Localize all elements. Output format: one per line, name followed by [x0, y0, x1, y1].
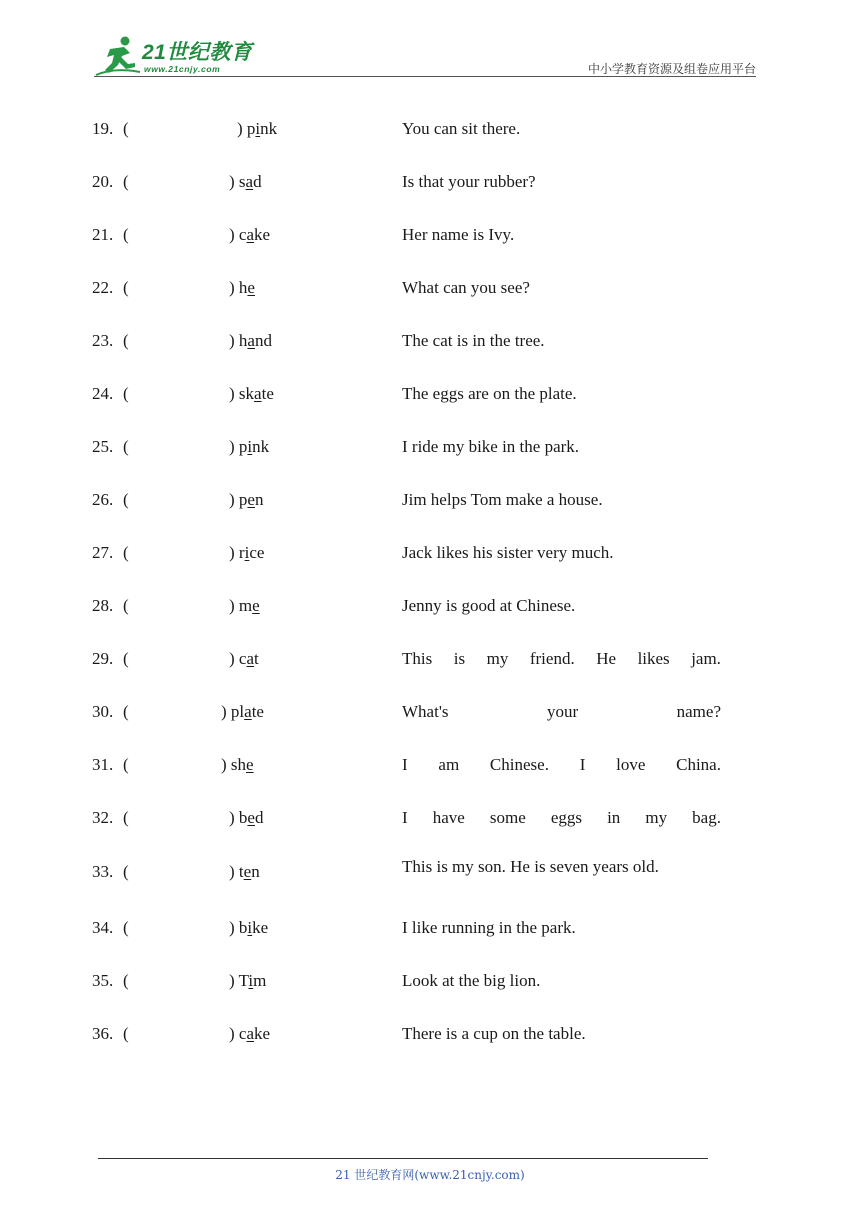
word-prefix: c: [238, 649, 247, 668]
answer-blank-close: ): [229, 384, 235, 403]
sentence: [402, 755, 721, 775]
answer-blank-open: (: [123, 808, 129, 827]
target-word: [229, 543, 264, 563]
header-platform-text: 中小学教育资源及组卷应用平台: [587, 62, 756, 76]
exercise-row: [0, 331, 860, 361]
exercise-row: [0, 384, 860, 414]
word-prefix: p: [246, 119, 256, 138]
answer-blank-close: ): [229, 918, 235, 937]
exercise-row: [0, 971, 860, 1001]
word-suffix: ke: [254, 1024, 271, 1043]
word-suffix: ke: [254, 225, 271, 244]
underlined-letter: i: [248, 971, 254, 990]
sentence: Is that your rubber?: [402, 172, 536, 191]
question-number: 30.: [92, 702, 114, 721]
word-prefix: pl: [230, 702, 245, 721]
word-suffix: nk: [252, 437, 270, 456]
footer-divider: [98, 1158, 708, 1159]
sentence: I like running in the park.: [402, 918, 576, 937]
word-prefix: c: [238, 225, 247, 244]
sentence: This is my son. He is seven years old.: [402, 857, 659, 876]
sentence: The eggs are on the plate.: [402, 384, 577, 403]
answer-blank-open: (: [123, 384, 129, 403]
sentence-word: I: [579, 755, 586, 774]
answer-blank-close: ): [229, 862, 235, 881]
sentence: There is a cup on the table.: [402, 1024, 586, 1043]
answer-blank-open: (: [123, 490, 129, 509]
target-word: [229, 1024, 270, 1044]
word-prefix: p: [238, 437, 248, 456]
answer-blank-close: ): [229, 490, 235, 509]
sentence-word: love: [616, 755, 646, 774]
word-prefix: c: [238, 1024, 247, 1043]
underlined-letter: e: [246, 755, 254, 774]
exercise-row: [0, 543, 860, 573]
sentence-word: likes: [637, 649, 670, 668]
sentence-word: my: [486, 649, 509, 668]
exercise-row: [0, 1024, 860, 1054]
word-suffix: n: [254, 490, 264, 509]
answer-blank-close: ): [229, 278, 235, 297]
word-prefix: sh: [230, 755, 247, 774]
word-prefix: sk: [238, 384, 255, 403]
target-word: [229, 278, 255, 298]
underlined-letter: i: [244, 543, 250, 562]
sentence-word: This: [402, 649, 433, 668]
header-divider: [94, 76, 756, 77]
target-word: [229, 331, 272, 351]
sentence: Her name is Ivy.: [402, 225, 515, 244]
sentence-word: He: [596, 649, 617, 668]
answer-blank-close: ): [229, 172, 235, 191]
word-prefix: t: [238, 862, 244, 881]
exercise-row: [0, 225, 860, 255]
word-prefix: T: [238, 971, 249, 990]
word-suffix: t: [254, 649, 259, 668]
sentence-word: am: [438, 755, 460, 774]
sentence-word: eggs: [550, 808, 583, 827]
answer-blank-close: ): [229, 1024, 235, 1043]
question-number: 36.: [92, 1024, 114, 1043]
underlined-letter: e: [243, 862, 252, 881]
exercise-row: [0, 702, 860, 732]
answer-blank-close: ): [229, 543, 235, 562]
sentence-word: I: [402, 808, 408, 827]
underlined-letter: i: [247, 918, 253, 937]
underlined-letter: a: [246, 1024, 255, 1043]
answer-blank-open: (: [123, 971, 129, 990]
underlined-letter: e: [247, 808, 255, 827]
sentence: You can sit there.: [402, 119, 521, 138]
word-suffix: d: [254, 808, 264, 827]
site-logo: [94, 34, 264, 78]
answer-blank-close: ): [221, 755, 227, 774]
exercise-row: [0, 755, 860, 785]
question-number: 27.: [92, 543, 114, 562]
word-prefix: r: [238, 543, 245, 562]
word-prefix: h: [238, 278, 248, 297]
logo-text: 21世纪教育: [142, 41, 253, 64]
question-number: 21.: [92, 225, 114, 244]
sentence: Jenny is good at Chinese.: [402, 596, 576, 615]
answer-blank-close: ): [237, 119, 243, 138]
underlined-letter: e: [247, 490, 255, 509]
sentence-word: bag.: [692, 808, 721, 827]
answer-blank-close: ): [229, 596, 235, 615]
word-suffix: ke: [252, 918, 269, 937]
target-word: [229, 437, 269, 457]
question-number: 32.: [92, 808, 114, 827]
sentence-word: I: [402, 755, 408, 774]
answer-blank-open: (: [123, 649, 129, 668]
answer-blank-open: (: [123, 331, 129, 350]
target-word: [229, 971, 266, 991]
underlined-letter: e: [247, 278, 255, 297]
underlined-letter: a: [246, 225, 255, 244]
answer-blank-close: ): [229, 808, 235, 827]
answer-blank-open: (: [123, 596, 129, 615]
underlined-letter: a: [246, 649, 255, 668]
sentence: [402, 649, 721, 669]
target-word: [229, 596, 260, 616]
exercise-row: [0, 172, 860, 202]
sentence-word: is: [453, 649, 466, 668]
footer-text: 21 世纪教育网(www.21cnjy.com): [335, 1168, 525, 1182]
question-number: 23.: [92, 331, 114, 350]
underlined-letter: i: [255, 119, 261, 138]
sentence: [402, 702, 721, 722]
sentence-word: jam.: [691, 649, 721, 668]
exercise-row: [0, 918, 860, 948]
question-number: 24.: [92, 384, 114, 403]
target-word: [229, 918, 268, 938]
sentence-word: some: [489, 808, 526, 827]
answer-blank-open: (: [123, 278, 129, 297]
answer-blank-close: ): [229, 649, 235, 668]
exercise-row: [0, 437, 860, 467]
sentence: Jim helps Tom make a house.: [402, 490, 603, 509]
question-number: 19.: [92, 119, 114, 138]
answer-blank-open: (: [123, 172, 129, 191]
sentence: The cat is in the tree.: [402, 331, 545, 350]
word-prefix: p: [238, 490, 248, 509]
question-number: 31.: [92, 755, 114, 774]
word-suffix: n: [251, 862, 260, 881]
target-word: [221, 755, 254, 775]
sentence: Look at the big lion.: [402, 971, 541, 990]
answer-blank-close: ): [229, 225, 235, 244]
question-number: 28.: [92, 596, 114, 615]
logo-url: www.21cnjy.com: [144, 64, 221, 74]
answer-blank-open: (: [123, 543, 129, 562]
exercise-row: [0, 596, 860, 626]
answer-blank-open: (: [123, 1024, 129, 1043]
answer-blank-close: ): [229, 331, 235, 350]
exercise-row: [0, 649, 860, 679]
sentence-word: Chinese.: [489, 755, 549, 774]
exercise-row: [0, 278, 860, 308]
question-number: 35.: [92, 971, 114, 990]
sentence-word: friend.: [529, 649, 575, 668]
answer-blank-open: (: [123, 437, 129, 456]
underlined-letter: a: [244, 702, 252, 721]
word-prefix: b: [238, 918, 248, 937]
underlined-letter: e: [252, 596, 260, 615]
underlined-letter: a: [245, 172, 254, 191]
target-word: [229, 808, 263, 828]
word-suffix: m: [253, 971, 267, 990]
sentence-word: your: [546, 702, 579, 721]
sentence-word: have: [432, 808, 465, 827]
question-number: 34.: [92, 918, 114, 937]
exercise-row: [0, 857, 860, 892]
target-word: [221, 702, 264, 722]
target-word: [237, 119, 277, 139]
answer-blank-open: (: [123, 918, 129, 937]
question-number: 20.: [92, 172, 114, 191]
sentence-word: my: [645, 808, 668, 827]
answer-blank-close: ): [229, 971, 235, 990]
page-header: [0, 0, 860, 80]
target-word: [229, 225, 270, 245]
underlined-letter: a: [254, 384, 262, 403]
sentence-word: China.: [676, 755, 721, 774]
question-number: 25.: [92, 437, 114, 456]
target-word: [229, 172, 262, 192]
answer-blank-close: ): [221, 702, 227, 721]
answer-blank-close: ): [229, 437, 235, 456]
question-number: 22.: [92, 278, 114, 297]
question-number: 29.: [92, 649, 114, 668]
target-word: [229, 862, 260, 882]
answer-blank-open: (: [123, 702, 129, 721]
word-suffix: d: [253, 172, 262, 191]
word-suffix: te: [261, 384, 274, 403]
word-suffix: ce: [249, 543, 265, 562]
sentence: Jack likes his sister very much.: [402, 543, 614, 562]
exercise-row: [0, 119, 860, 149]
sentence: I ride my bike in the park.: [402, 437, 580, 456]
sentence-word: name?: [676, 702, 721, 721]
target-word: [229, 649, 259, 669]
runner-logo-icon: [94, 34, 142, 78]
underlined-letter: i: [247, 437, 253, 456]
question-number: 33.: [92, 862, 114, 881]
word-prefix: m: [238, 596, 253, 615]
word-suffix: te: [251, 702, 264, 721]
word-suffix: nd: [254, 331, 272, 350]
word-prefix: h: [238, 331, 248, 350]
word-suffix: nk: [260, 119, 278, 138]
question-number: 26.: [92, 490, 114, 509]
answer-blank-open: (: [123, 862, 129, 881]
sentence-word: What's: [402, 702, 449, 721]
target-word: [229, 384, 274, 404]
sentence-word: in: [607, 808, 621, 827]
exercise-row: [0, 808, 860, 838]
word-prefix: s: [238, 172, 246, 191]
target-word: [229, 490, 263, 510]
answer-blank-open: (: [123, 755, 129, 774]
exercise-row: [0, 490, 860, 520]
underlined-letter: a: [247, 331, 255, 350]
sentence: What can you see?: [402, 278, 530, 297]
answer-blank-open: (: [123, 119, 129, 138]
sentence: [402, 808, 721, 828]
word-prefix: b: [238, 808, 248, 827]
answer-blank-open: (: [123, 225, 129, 244]
